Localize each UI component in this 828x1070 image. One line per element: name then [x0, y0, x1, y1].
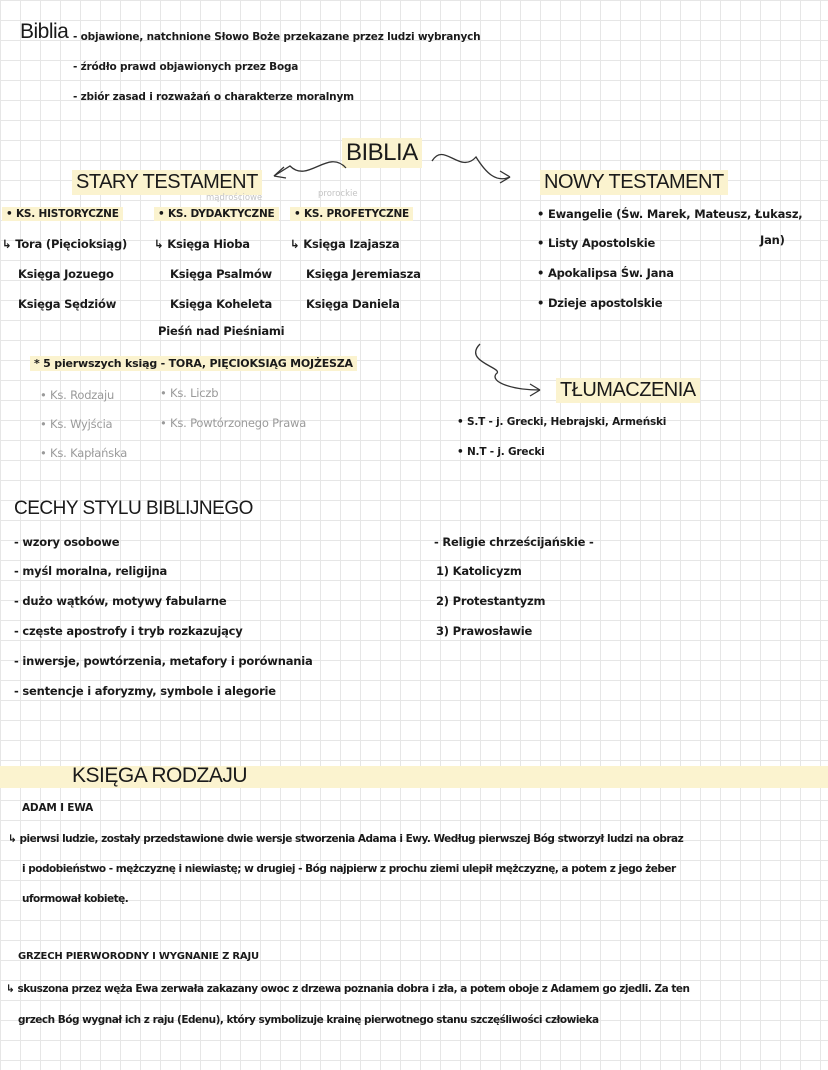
list-item: • Ewangelie (Św. Marek, Mateusz, Łukasz, [537, 207, 803, 221]
list-item: - myśl moralna, religijna [14, 564, 168, 578]
list-item: • Dzieje apostolskie [537, 296, 663, 310]
definition-line: - źródło prawd objawionych przez Boga [73, 61, 299, 73]
small-note: prorockie [318, 189, 358, 199]
list-item: Księga Daniela [306, 297, 400, 311]
genesis-title: KSIĘGA RODZAJU [72, 764, 248, 787]
list-item: Księga Koheleta [170, 297, 273, 311]
list-item: Księga Sędziów [18, 297, 117, 311]
list-item: Jan) [760, 233, 785, 247]
old-testament-title: STARY TESTAMENT [72, 170, 262, 195]
arrow-left-icon [268, 150, 348, 190]
definition-term: Biblia [20, 20, 69, 43]
tora-note: * 5 pierwszych ksiąg - TORA, PIĘCIOKSIĄG MOJŻESZA [30, 356, 357, 371]
style-features-title: CECHY STYLU BIBLIJNEGO [14, 498, 253, 519]
small-note: mądrościowe [206, 193, 263, 203]
list-item: • Apokalipsa Św. Jana [537, 266, 674, 280]
list-item: • S.T - j. Grecki, Hebrajski, Armeński [457, 416, 667, 428]
list-item: Pieśń nad Pieśniami [158, 324, 285, 338]
column-heading: • KS. PROFETYCZNE [290, 207, 413, 221]
list-item: Księga Jeremiasza [306, 267, 421, 281]
new-testament-title: NOWY TESTAMENT [540, 170, 728, 195]
list-item: ↳ Tora (Pięcioksiąg) [2, 237, 128, 251]
paragraph-line: ↳ skuszona przez węża Ewa zerwała zakazany owoc z drzewa poznania dobra i zła, a potem oboje z Adamem go zjedli. Za ten [6, 983, 690, 995]
list-item: 1) Katolicyzm [436, 564, 522, 578]
column-heading: • KS. HISTORYCZNE [2, 207, 123, 221]
list-item: 3) Prawosławie [436, 624, 533, 638]
list-item: - dużo wątków, motywy fabularne [14, 594, 227, 608]
arrow-right-icon [430, 145, 520, 190]
tora-book: • Ks. Wyjścia [40, 417, 113, 431]
list-item: - częste apostrofy i tryb rozkazujący [14, 624, 243, 638]
translations-title: TŁUMACZENIA [556, 378, 700, 403]
paragraph-line: ↳ pierwsi ludzie, zostały przedstawione dwie wersje stworzenia Adama i Ewy. Według pierwszej Bóg stworzył ludzi na obraz [8, 833, 684, 845]
list-item: ↳ Księga Izajasza [290, 237, 400, 251]
section-heading: ADAM I EWA [22, 802, 94, 814]
list-item: • N.T - j. Grecki [457, 446, 545, 458]
list-item: • Listy Apostolskie [537, 236, 656, 250]
paragraph-line: grzech Bóg wygnał ich z raju (Edenu), który symbolizuje krainę pierwotnego stanu szczęśliwości człowieka [18, 1014, 599, 1026]
tora-book: • Ks. Powtórzonego Prawa [160, 416, 307, 430]
list-item: ↳ Księga Hioba [154, 237, 250, 251]
list-item: - sentencje i aforyzmy, symbole i alegorie [14, 684, 276, 698]
list-item: Księga Jozuego [18, 267, 114, 281]
arrow-down-icon [466, 342, 556, 397]
list-item: 2) Protestantyzm [436, 594, 546, 608]
paragraph-line: uformował kobietę. [22, 893, 129, 905]
definition-line: - objawione, natchnione Słowo Boże przekazane przez ludzi wybranych [73, 31, 481, 43]
list-item: Księga Psalmów [170, 267, 272, 281]
tora-book: • Ks. Rodzaju [40, 388, 115, 402]
center-title: BIBLIA [342, 138, 422, 168]
tora-book: • Ks. Liczb [160, 386, 219, 400]
tora-book: • Ks. Kapłańska [40, 446, 128, 460]
section-heading: GRZECH PIERWORODNY I WYGNANIE Z RAJU [18, 951, 259, 962]
definition-line: - zbiór zasad i rozważań o charakterze moralnym [73, 91, 354, 103]
religions-title: - Religie chrześcijańskie - [434, 535, 594, 549]
column-heading: • KS. DYDAKTYCZNE [154, 207, 279, 221]
list-item: - inwersje, powtórzenia, metafory i porównania [14, 654, 313, 668]
list-item: - wzory osobowe [14, 535, 120, 549]
paragraph-line: i podobieństwo - mężczyznę i niewiastę; w drugiej - Bóg najpierw z prochu ziemi ulepił mężczyznę, a potem z jego żeber [22, 863, 676, 875]
